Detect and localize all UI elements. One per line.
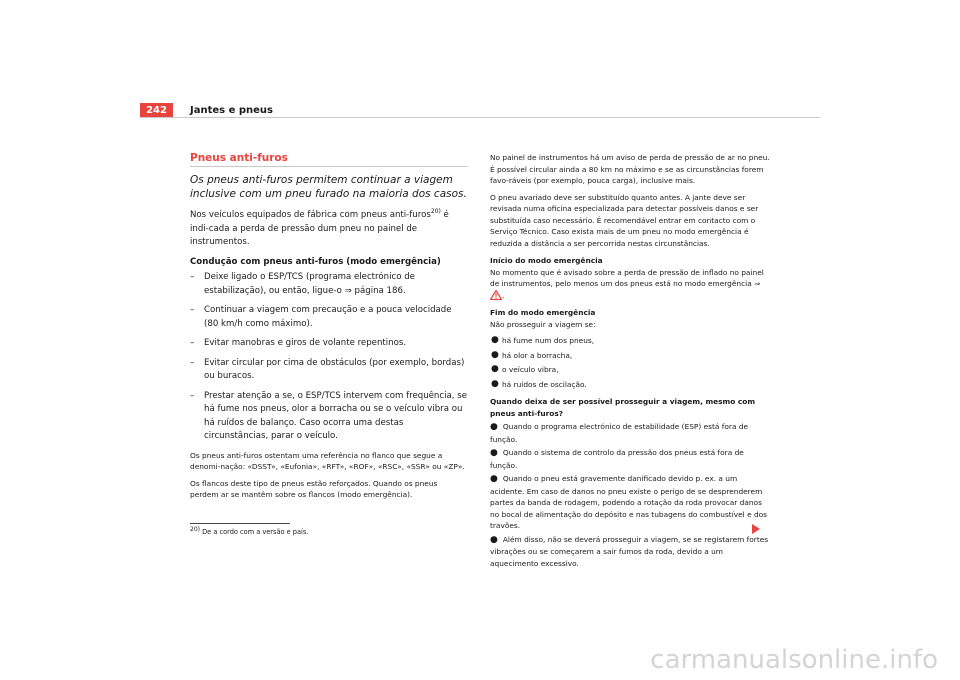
list-item-text: há ruídos de oscilação. bbox=[502, 379, 587, 389]
bullet-icon: ● bbox=[491, 378, 499, 389]
dash-bullet-icon: – bbox=[190, 390, 195, 401]
subheading: Condução com pneus anti-furos (modo emergência) bbox=[190, 256, 441, 267]
list-item-text: Além disso, não se deverá prosseguir a viagem, se se registarem fortes vibrações ou se começarem a sair fumos da roda, devido a um aquecimento excessivo. bbox=[490, 534, 769, 568]
list-item bbox=[490, 473, 772, 532]
paragraph: No painel de instrumentos há um aviso de perda de pressão de ar no pneu. É possível circular ainda a 80 km no máximo e se as circunstâncias forem favo-ráveis (por exemplo, pouca carga), inclusive mais. bbox=[490, 153, 770, 185]
page-number: 242 bbox=[140, 103, 173, 118]
footnote bbox=[190, 525, 309, 537]
list-item bbox=[490, 335, 772, 347]
bullet-icon: ● bbox=[490, 422, 498, 432]
bullet-icon: ● bbox=[491, 335, 499, 345]
list-item-text: Deixe ligado o ESP/TCS (programa electrónico de estabilização), ou então, ligue-o ⇒ página 186. bbox=[204, 272, 415, 296]
bullet-icon: ● bbox=[490, 534, 498, 545]
list-item-text: o veículo vibra, bbox=[502, 365, 559, 374]
subheading: Fim do modo emergência bbox=[490, 308, 596, 317]
dash-bullet-icon: – bbox=[190, 272, 195, 282]
section-title: Pneus anti-furos bbox=[190, 152, 468, 167]
tire-marking-note: Os pneus anti-furos ostentam uma referência no flanco que segue a denomi-nação: «DSST», «Eufonia», «RFT», «ROF», «RSC», «SSR» ou «ZP». bbox=[190, 450, 465, 471]
list-item-text: há olor a borracha, bbox=[502, 350, 573, 360]
list-item bbox=[490, 421, 772, 445]
dash-bullet-icon: – bbox=[190, 338, 195, 348]
list-item-text: Quando o programa electrónico de estabilidade (ESP) está fora de função. bbox=[490, 422, 749, 444]
lead-text: Os pneus anti-furos permitem continuar a viagem inclusive com um pneu furado na maioria dos casos. bbox=[190, 174, 467, 200]
list-item-text: Quando o sistema de controlo da pressão dos pneus está fora de função. bbox=[490, 448, 744, 470]
bullet-icon: ● bbox=[490, 474, 498, 484]
list-item bbox=[490, 364, 772, 376]
list-item-text: Continuar a viagem com precaução e a pouca velocidade (80 km/h como máximo). bbox=[204, 305, 452, 329]
footnote-rule bbox=[190, 523, 290, 524]
list-item bbox=[490, 379, 772, 391]
warning-triangle-icon[interactable] bbox=[490, 290, 505, 300]
bullet-icon: ● bbox=[491, 364, 499, 374]
list-item bbox=[490, 534, 772, 570]
paragraph: Não prosseguir a viagem se: bbox=[490, 319, 596, 329]
list-item bbox=[190, 390, 468, 444]
chapter-title: Jantes e pneus bbox=[190, 105, 273, 116]
list-item bbox=[190, 337, 468, 351]
footnote-text: De a cordo com a versão e país. bbox=[202, 528, 309, 536]
paragraph-text: No momento que é avisado sobre a perda de pressão de inflado no painel de instrumentos, pelo menos um dos pneus está no modo emergência ⇒ bbox=[490, 267, 764, 288]
bullet-icon: ● bbox=[491, 349, 499, 360]
left-column bbox=[190, 152, 468, 506]
bullet-icon: ● bbox=[490, 448, 498, 458]
intro-text-b: é indi-cada a perda de pressão dum pneu no painel de instrumentos. bbox=[190, 210, 449, 247]
list-item bbox=[190, 304, 468, 331]
header-rule bbox=[140, 117, 820, 118]
continue-arrow-icon bbox=[752, 524, 760, 534]
list-item-text: Evitar circular por cima de obstáculos (por exemplo, bordas) ou buracos. bbox=[204, 357, 465, 381]
list-item bbox=[190, 271, 468, 298]
paragraph bbox=[490, 267, 772, 302]
bullet-list bbox=[490, 421, 772, 569]
sidewall-note: Os flancos deste tipo de pneus estão reforçados. Quando os pneus perdem ar se mantêm sobre os flancos (modo emergência). bbox=[190, 478, 438, 499]
list-item-text: Evitar manobras e giros de volante repentinos. bbox=[204, 338, 407, 348]
bullet-list bbox=[490, 335, 772, 390]
dash-list bbox=[190, 271, 468, 444]
list-item-text: Prestar atenção a se, o ESP/TCS intervem com frequência, se há fume nos pneus, olor a borracha ou se o veículo vibra ou há ruídos de balanço. Caso ocorra uma destas circunstâncias, parar o veículo. bbox=[204, 390, 467, 441]
list-item bbox=[190, 357, 468, 384]
intro-paragraph bbox=[190, 209, 468, 250]
paragraph-end: . bbox=[502, 290, 505, 300]
intro-text-a: Nos veículos equipados de fábrica com pneus anti-furos bbox=[190, 210, 431, 220]
list-item bbox=[490, 350, 772, 362]
watermark: carmanualsonline.info bbox=[650, 645, 938, 675]
dash-bullet-icon: – bbox=[190, 305, 195, 315]
dash-bullet-icon: – bbox=[190, 357, 195, 368]
subheading: Início do modo emergência bbox=[490, 256, 603, 265]
list-item-text: há fume num dos pneus, bbox=[502, 336, 595, 345]
footnote-ref[interactable]: 20) bbox=[430, 208, 441, 216]
list-item-text: Quando o pneu está gravemente danificado devido p. ex. a um acidente. Em caso de danos no pneu existe o perigo de se desprenderem partes da banda de rodagem, podendo a rotação da roda provocar danos no bocal de alimentação do depósito e nas tubagens do combustível e dos travões. bbox=[490, 474, 768, 530]
paragraph: O pneu avariado deve ser substituído quanto antes. A jante deve ser revisada numa oficina especializada para detectar possíveis danos e ser substituída caso necessário. É recomendável entrar em contacto com o Serviço Técnico. Caso exista mais de um pneu no modo emergência é reduzida a distância a ser percorrida nestas circunstâncias. bbox=[490, 192, 759, 248]
right-column bbox=[490, 152, 772, 571]
subheading: Quando deixa de ser possível prosseguir a viagem, mesmo com pneus anti-furos? bbox=[490, 397, 756, 418]
list-item bbox=[490, 447, 772, 471]
footnote-mark: 20) bbox=[190, 525, 200, 533]
